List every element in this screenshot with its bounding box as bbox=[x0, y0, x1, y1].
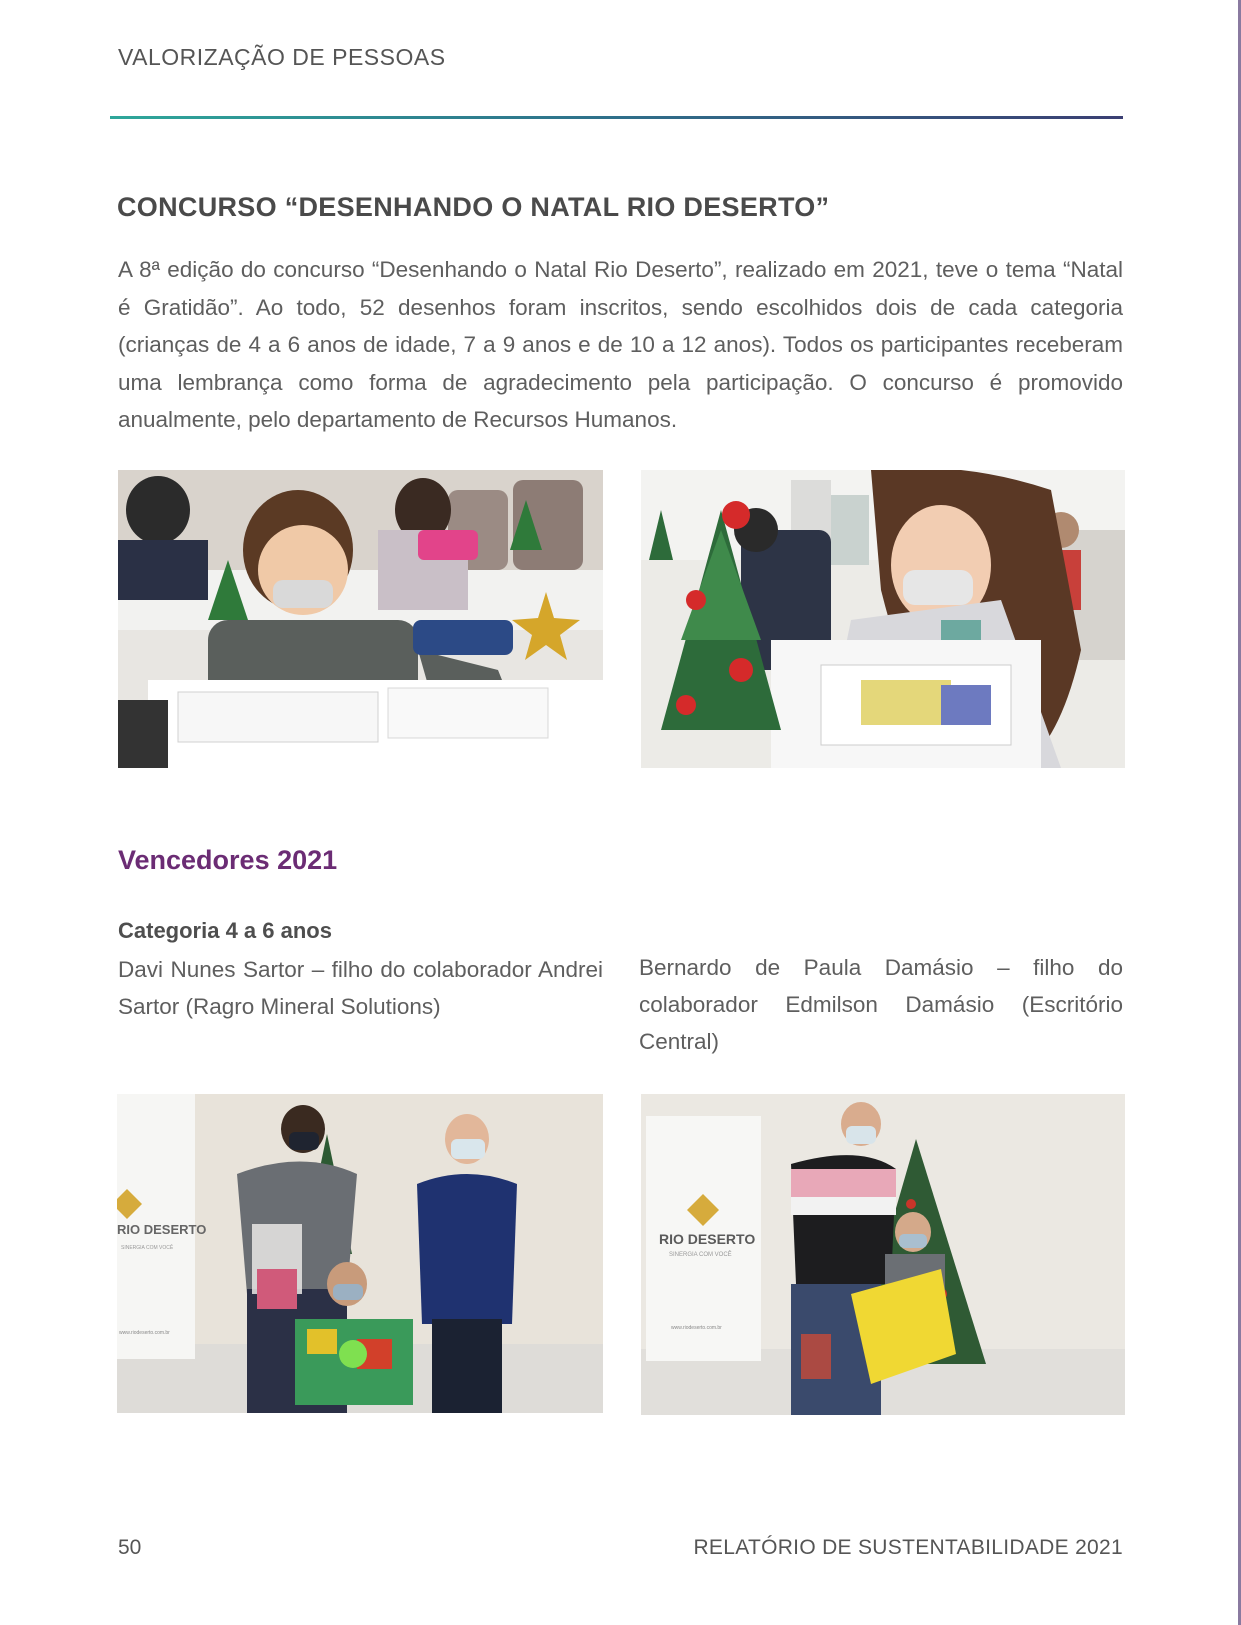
category-title: Categoria 4 a 6 anos bbox=[118, 918, 332, 943]
article-intro: A 8ª edição do concurso “Desenhando o Natal Rio Deserto”, realizado em 2021, teve o tema “Natal é Gratidão”. Ao todo, 52 desenhos foram inscritos, sendo escolhidos dois de cada categoria (crianças de 4 a 6 anos de idade, 7 a 9 anos e de 10 a 12 anos). Todos os participantes receberam uma lembrança como forma de agradecimento pela participação. O concurso é promovido anualmente, pelo departamento de Recursos Humanos. bbox=[118, 257, 1123, 432]
article-title: CONCURSO “DESENHANDO O NATAL RIO DESERTO” bbox=[117, 192, 830, 222]
rio-deserto-banner-2 bbox=[646, 1116, 761, 1361]
footer-report-title: RELATÓRIO DE SUSTENTABILIDADE 2021 bbox=[693, 1536, 1123, 1559]
banner-tagline-text: SINERGIA COM VOCÊ bbox=[121, 1245, 174, 1251]
banner-brand-text: RIO DESERTO bbox=[659, 1231, 756, 1247]
winner-entry-2: Bernardo de Paula Damásio – filho do colaborador Edmilson Damásio (Escritório Central) bbox=[639, 955, 1123, 1054]
photo-winner-2 bbox=[641, 1094, 1125, 1415]
photo-children-drawing-2 bbox=[641, 470, 1125, 768]
banner-url-text: www.riodeserto.com.br bbox=[119, 1330, 170, 1336]
header-divider bbox=[110, 116, 1123, 119]
photo-winner-1 bbox=[117, 1094, 603, 1413]
winners-heading: Vencedores 2021 bbox=[118, 845, 338, 875]
banner-tagline-text: SINERGIA COM VOCÊ bbox=[669, 1252, 732, 1258]
rio-deserto-banner-1 bbox=[117, 1094, 206, 1359]
section-header: VALORIZAÇÃO DE PESSOAS bbox=[118, 44, 446, 70]
footer-page-number: 50 bbox=[118, 1536, 142, 1559]
winner-entry-1: Davi Nunes Sartor – filho do colaborador Andrei Sartor (Ragro Mineral Solutions) bbox=[118, 957, 603, 1019]
photo-children-drawing-1 bbox=[118, 470, 603, 768]
banner-url-text: www.riodeserto.com.br bbox=[671, 1325, 722, 1331]
banner-brand-text: RIO DESERTO bbox=[117, 1222, 207, 1237]
